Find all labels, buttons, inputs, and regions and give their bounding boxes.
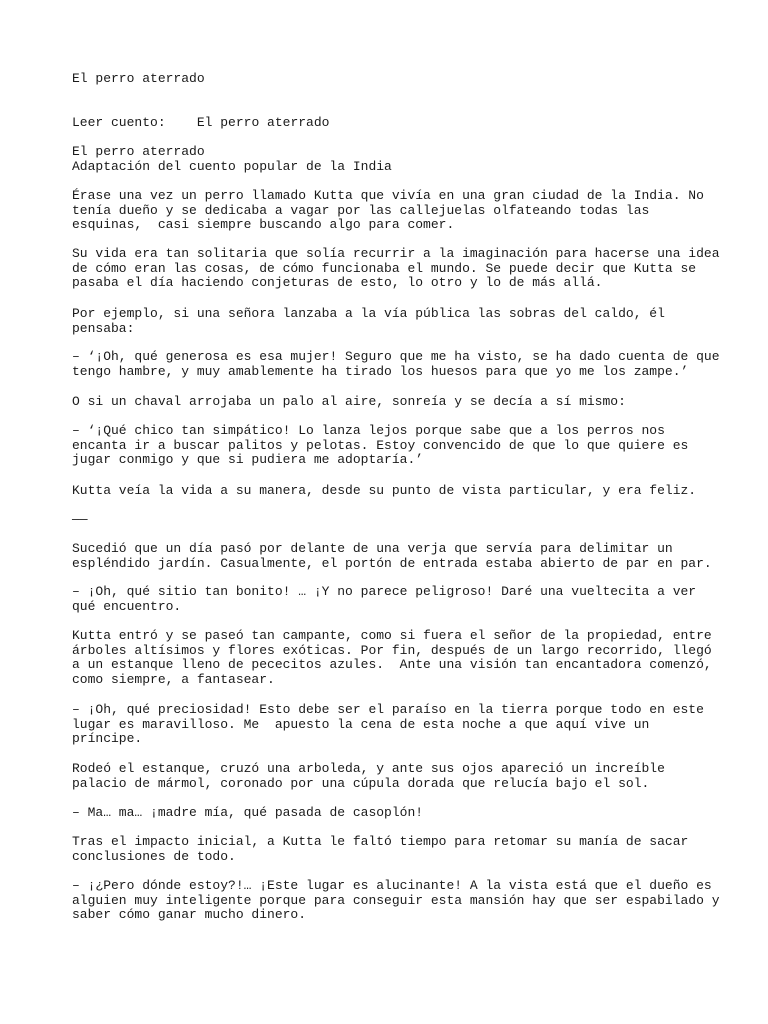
paragraph (72, 424, 712, 468)
paragraph-line: Su vida era tan solitaria que solía recurrir a la imaginación para hacerse una idea (72, 246, 720, 261)
paragraph-line: – ¡¿Pero dónde estoy?!… ¡Este lugar es alucinante! A la vista está que el dueño es (72, 878, 712, 893)
paragraph-line: conclusiones de todo. (72, 848, 236, 864)
paragraph-line: a un estanque lleno de pececitos azules. Ante una visión tan encantadora comenzó, (72, 657, 712, 673)
read-line-value: El perro aterrado (196, 115, 330, 130)
paragraph-line: de cómo eran las cosas, de cómo funcionaba el mundo. Se puede decir que Kutta se (72, 260, 697, 276)
paragraph-line: – ¡Oh, qué preciosidad! Esto debe ser el paraíso en la tierra porque todo en este (72, 702, 704, 717)
paragraph-line: – Ma… ma… ¡madre mía, qué pasada de casoplón! (72, 805, 424, 820)
paragraph-line: Érase una vez un perro llamado Kutta que vivía en una gran ciudad de la India. No (72, 188, 704, 203)
paragraph (72, 806, 712, 821)
paragraph-line: esquinas, casi siempre buscando algo para comer. (72, 217, 455, 233)
paragraph-line: – ¡Oh, qué sitio tan bonito! … ¡Y no parece peligroso! Daré una vueltecita a ver (72, 584, 697, 599)
paragraph-line: alguien muy inteligente porque para conseguir esta mansión hay que ser espabilado y (72, 892, 720, 908)
paragraph-line: espléndido jardín. Casualmente, el portón de entrada estaba abierto de par en par. (72, 555, 712, 571)
paragraph (72, 395, 712, 410)
paragraph-line: árboles altísimos y flores exóticas. Por fin, después de un largo recorrido, llegó (72, 642, 712, 658)
paragraph-line: O si un chaval arrojaba un palo al aire, sonreía y se decía a sí mismo: (72, 394, 626, 409)
read-line (72, 116, 329, 131)
paragraph-line: Kutta entró y se paseó tan campante, como si fuera el señor de la propiedad, entre (72, 628, 712, 643)
paragraph-line: príncipe. (72, 731, 143, 747)
paragraph (72, 878, 720, 923)
paragraph (72, 762, 712, 791)
paragraph-line: palacio de mármol, coronado por una cúpula dorada que relucía bajo el sol. (72, 775, 650, 791)
paragraph (72, 246, 720, 291)
paragraph-line: pasaba el día haciendo conjeturas de esto, lo otro y lo de más allá. (72, 275, 603, 291)
paragraph-line: Rodeó el estanque, cruzó una arboleda, y ante sus ojos apareció un increíble (72, 761, 665, 776)
paragraph (72, 484, 712, 499)
paragraph-line: – ‘¡Qué chico tan simpático! Lo lanza lejos porque sabe que a los perros nos (72, 423, 665, 438)
paragraph-line: como siempre, a fantasear. (72, 671, 275, 687)
paragraph (72, 189, 712, 233)
paragraph-line: lugar es maravilloso. Me apuesto la cena de esta noche a que aquí vive un (72, 716, 650, 732)
paragraph-line: Tras el impacto inicial, a Kutta le faltó tiempo para retomar su manía de sacar (72, 834, 689, 849)
paragraph-line: encanta ir a buscar palitos y pelotas. Estoy convencido de que lo que quiere es (72, 437, 689, 453)
paragraph-line: Sucedió que un día pasó por delante de una verja que servía para delimitar un (72, 541, 673, 556)
paragraph-line: tengo hambre, y muy amablemente ha tirado los huesos para que yo me los zampe.’ (72, 363, 689, 379)
read-line-label: Leer cuento: (72, 115, 166, 130)
paragraph (72, 703, 712, 747)
paragraph (72, 349, 720, 379)
paragraph-line: Kutta veía la vida a su manera, desde su punto de vista particular, y era feliz. (72, 483, 697, 498)
paragraph-line: pensaba: (72, 320, 135, 336)
paragraph-line: saber cómo ganar mucho dinero. (72, 907, 307, 923)
story-subheading: Adaptación del cuento popular de la India (72, 159, 392, 174)
story-heading: El perro aterrado (72, 144, 205, 159)
separator-line: —— (72, 512, 88, 527)
paragraph-line: – ‘¡Oh, qué generosa es esa mujer! Seguro que me ha visto, se ha dado cuenta de que (72, 349, 720, 364)
document-title: El perro aterrado (72, 71, 205, 86)
section-separator (72, 513, 712, 528)
paragraph (72, 307, 712, 336)
paragraph (72, 629, 712, 687)
paragraph (72, 835, 712, 864)
paragraph-line: qué encuentro. (72, 598, 182, 614)
paragraph-line: jugar conmigo y que si pudiera me adoptaría.’ (72, 452, 424, 468)
paragraph-line: Por ejemplo, si una señora lanzaba a la vía pública las sobras del caldo, él (72, 306, 665, 321)
paragraph (72, 585, 712, 614)
paragraph (72, 542, 712, 571)
paragraph-line: tenía dueño y se dedicaba a vagar por las callejuelas olfateando todas las (72, 202, 650, 218)
